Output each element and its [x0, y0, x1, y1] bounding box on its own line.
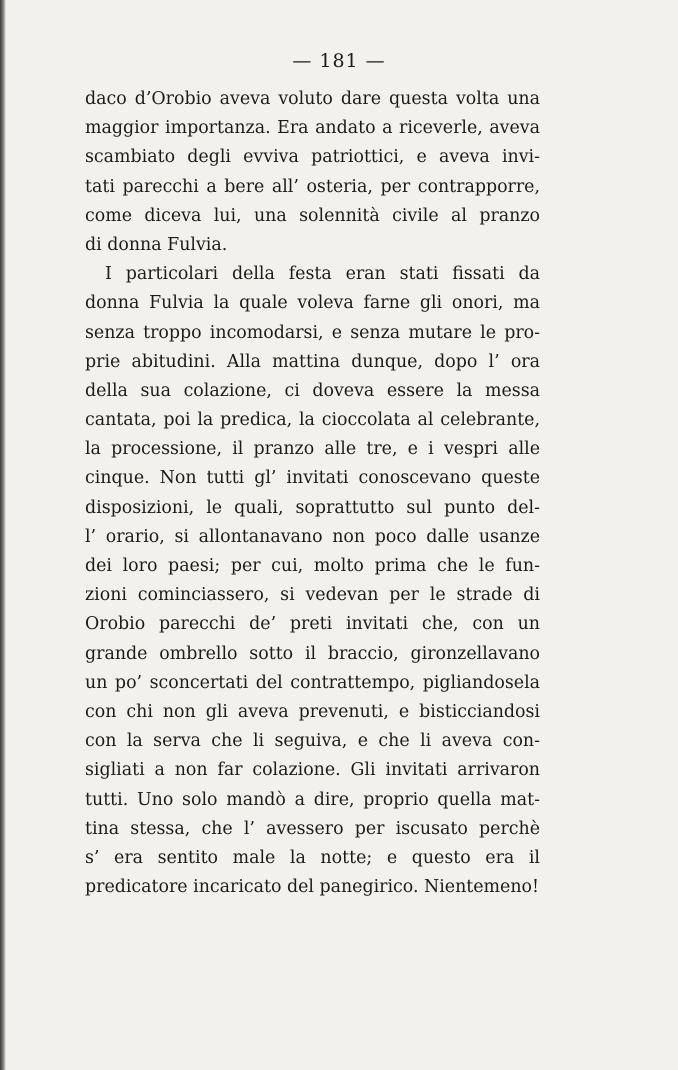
text-line: un po’ sconcertati del contrattempo, pigliandosela: [85, 672, 540, 693]
text-line: scambiato degli evviva patriottici, e aveva invi-: [85, 147, 540, 168]
text-line: cinque. Non tutti gl’ invitati conoscevano queste: [85, 468, 540, 489]
text-line: con chi non gli aveva prevenuti, e bisticciandosi: [85, 701, 540, 722]
text-line: senza troppo incomodarsi, e senza mutare le pro-: [85, 322, 540, 343]
text-line: s’ era sentito male la notte; e questo era il: [85, 847, 540, 868]
text-line: cantata, poi la predica, la cioccolata al celebrante,: [85, 410, 540, 431]
paragraph-start-line: I particolari della festa eran stati fissati da: [105, 264, 540, 285]
text-line: la processione, il pranzo alle tre, e i vespri alle: [85, 439, 540, 460]
text-line: maggior importanza. Era andato a riceverle, aveva: [85, 118, 540, 139]
page-number: — 181 —: [292, 50, 386, 72]
text-line: come diceva lui, una solennità civile al pranzo: [85, 205, 540, 226]
text-line: con la serva che li seguiva, e che li aveva con-: [85, 731, 540, 752]
text-line: tutti. Uno solo mandò a dire, proprio quella mat-: [85, 789, 540, 810]
paragraph-end-line: predicatore incaricato del panegirico. Nientemeno!: [85, 877, 539, 898]
text-line: donna Fulvia la quale voleva farne gli onori, ma: [85, 293, 540, 314]
page-spine-edge: [0, 0, 6, 1070]
text-line: dei loro paesi; per cui, molto prima che le fun-: [85, 556, 540, 576]
body-text: [85, 85, 540, 902]
paragraph-end-line: di donna Fulvia.: [85, 234, 228, 255]
text-line: zioni cominciassero, si vedevan per le strade di: [85, 585, 540, 606]
text-line: tina stessa, che l’ avessero per iscusato perchè: [85, 818, 540, 839]
text-line: prie abitudini. Alla mattina dunque, dopo l’ ora: [85, 351, 540, 372]
text-line: disposizioni, le quali, soprattutto sul punto del-: [85, 497, 540, 518]
text-line: della sua colazione, ci doveva essere la messa: [85, 380, 540, 401]
text-line: Orobio parecchi de’ preti invitati che, con un: [85, 614, 540, 635]
text-line: grande ombrello sotto il braccio, gironzellavano: [85, 643, 540, 664]
text-line: daco d’Orobio aveva voluto dare questa volta una: [85, 89, 540, 109]
text-line: tati parecchi a bere all’ osteria, per contrapporre,: [85, 176, 540, 197]
text-line: l’ orario, si allontanavano non poco dalle usanze: [85, 526, 540, 547]
text-line: sigliati a non far colazione. Gli invitati arrivaron: [85, 760, 540, 781]
